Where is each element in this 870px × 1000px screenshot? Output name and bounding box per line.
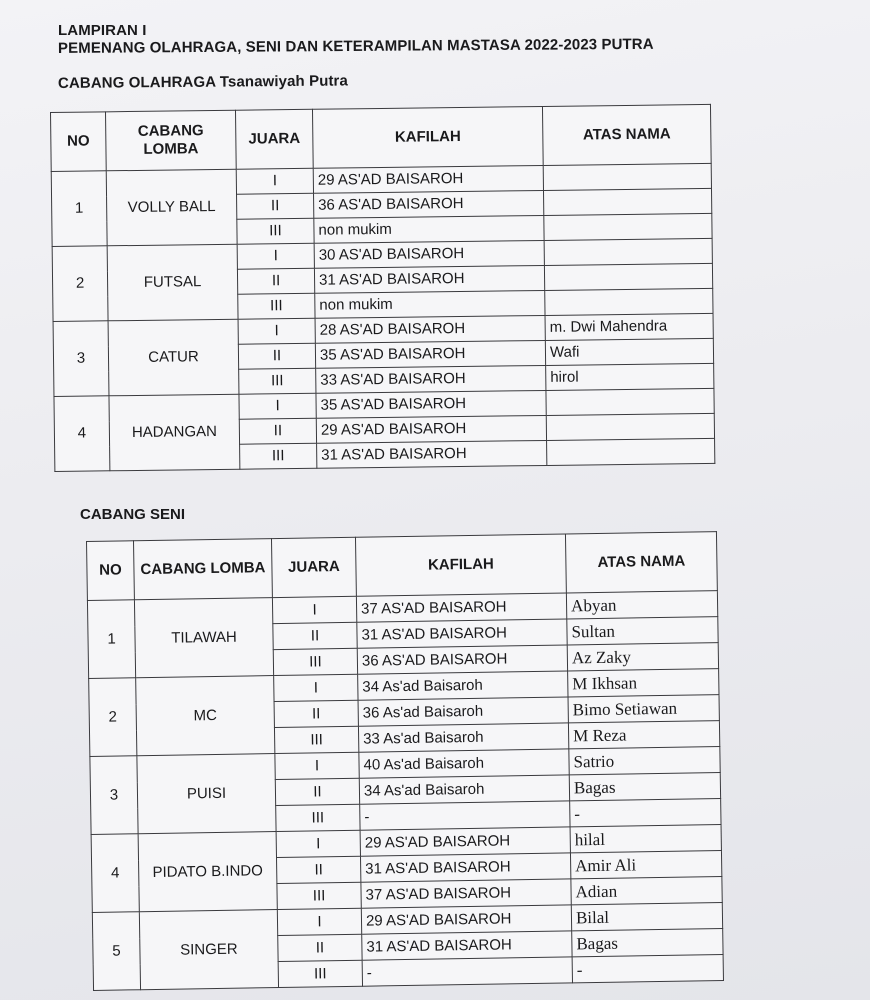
atas-nama-cell [543, 163, 711, 190]
kafilah-cell: 33 As'ad Baisaroh [358, 723, 568, 752]
olahraga-winners-table [50, 104, 715, 472]
kafilah-cell: non mukim [314, 215, 544, 243]
row-number: 2 [89, 678, 137, 757]
document-heading-lampiran: LAMPIRAN I [58, 22, 147, 39]
atas-nama-cell: Bilal [571, 903, 722, 931]
table-header-row [87, 532, 718, 601]
atas-nama-cell: Abyan [566, 591, 717, 619]
atas-nama-cell: Sultan [567, 617, 718, 645]
cabang-lomba-cell: FUTSAL [107, 244, 238, 321]
table-header-row [51, 104, 712, 171]
atas-nama-cell: - [570, 799, 721, 827]
kafilah-cell: 29 AS'AD BAISAROH [316, 415, 546, 443]
atas-nama-cell: Satrio [569, 747, 720, 775]
kafilah-cell: 29 AS'AD BAISAROH [313, 165, 543, 193]
atas-nama-cell: m. Dwi Mahendra [545, 313, 713, 340]
juara-cell: II [237, 193, 314, 219]
atas-nama-cell: hilal [570, 825, 721, 853]
atas-nama-cell: Bimo Setiawan [568, 695, 719, 723]
cabang-lomba-cell: TILAWAH [134, 598, 273, 678]
kafilah-cell: 35 AS'AD BAISAROH [315, 340, 545, 368]
juara-cell: I [237, 243, 314, 269]
atas-nama-cell: Bagas [569, 773, 720, 801]
kafilah-cell: 31 AS'AD BAISAROH [357, 619, 567, 648]
kafilah-cell: 28 AS'AD BAISAROH [315, 315, 545, 343]
kafilah-cell: 31 AS'AD BAISAROH [317, 440, 547, 468]
kafilah-cell: - [360, 801, 570, 830]
atas-nama-cell: hirol [546, 363, 714, 390]
column-header-kafilah: KAFILAH [355, 534, 566, 596]
column-header-cabang: CABANG LOMBA [134, 539, 273, 600]
kafilah-cell: 31 AS'AD BAISAROH [362, 931, 572, 960]
column-header-no: NO [51, 112, 107, 172]
juara-cell: I [277, 908, 361, 935]
atas-nama-cell: Wafi [545, 338, 713, 365]
atas-nama-cell: Az Zaky [567, 643, 718, 671]
atas-nama-cell [544, 238, 712, 265]
row-number: 3 [53, 321, 109, 397]
juara-cell: III [239, 368, 316, 394]
juara-cell: II [238, 343, 315, 369]
kafilah-cell: 34 As'ad Baisaroh [358, 671, 568, 700]
cabang-lomba-cell: HADANGAN [109, 394, 240, 471]
atas-nama-cell: Adian [571, 877, 722, 905]
kafilah-cell: 29 AS'AD BAISAROH [360, 827, 570, 856]
row-number: 3 [90, 756, 138, 835]
atas-nama-cell [546, 388, 714, 415]
juara-cell: III [238, 293, 315, 319]
kafilah-cell: non mukim [315, 290, 545, 318]
kafilah-cell: 35 AS'AD BAISAROH [316, 390, 546, 418]
row-number: 1 [87, 600, 135, 679]
section-title-seni: CABANG SENI [80, 506, 186, 523]
atas-nama-cell [546, 413, 714, 440]
row-number: 5 [92, 912, 140, 991]
cabang-lomba-cell: VOLLY BALL [106, 169, 237, 246]
kafilah-cell: 34 As'ad Baisaroh [359, 775, 569, 804]
juara-cell: III [240, 443, 317, 469]
kafilah-cell: 36 AS'AD BAISAROH [314, 190, 544, 218]
atas-nama-cell [543, 188, 711, 215]
juara-cell: I [276, 830, 360, 857]
juara-cell: I [274, 674, 358, 701]
kafilah-cell: - [362, 957, 572, 986]
atas-nama-cell [547, 438, 715, 465]
column-header-atas-nama: ATAS NAMA [565, 532, 717, 593]
juara-cell: III [237, 218, 314, 244]
juara-cell: III [278, 960, 362, 987]
juara-cell: III [276, 804, 360, 831]
juara-cell: II [273, 622, 357, 649]
kafilah-cell: 30 AS'AD BAISAROH [314, 240, 544, 268]
column-header-cabang: CABANG LOMBA [106, 110, 237, 171]
juara-cell: II [274, 700, 358, 727]
kafilah-cell: 37 AS'AD BAISAROH [356, 593, 566, 622]
juara-cell: II [237, 268, 314, 294]
kafilah-cell: 33 AS'AD BAISAROH [316, 365, 546, 393]
atas-nama-cell [544, 213, 712, 240]
juara-cell: II [239, 418, 316, 444]
atas-nama-cell: Amir Ali [570, 851, 721, 879]
cabang-lomba-cell: PIDATO B.INDO [138, 832, 277, 912]
atas-nama-cell: - [572, 955, 723, 983]
column-header-juara: JUARA [235, 109, 313, 169]
cabang-lomba-cell: SINGER [139, 910, 278, 990]
kafilah-cell: 36 AS'AD BAISAROH [357, 645, 567, 674]
juara-cell: II [275, 778, 359, 805]
juara-cell: III [273, 648, 357, 675]
cabang-lomba-cell: CATUR [108, 319, 239, 396]
column-header-atas-nama: ATAS NAMA [542, 104, 711, 165]
document-title: PEMENANG OLAHRAGA, SENI DAN KETERAMPILAN MASTASA 2022-2023 PUTRA [57, 35, 654, 57]
kafilah-cell: 37 AS'AD BAISAROH [361, 879, 571, 908]
atas-nama-cell: Bagas [572, 929, 723, 957]
juara-cell: I [275, 752, 359, 779]
juara-cell: I [236, 168, 313, 194]
atas-nama-cell [545, 288, 713, 315]
row-number: 4 [91, 834, 139, 913]
seni-winners-table [86, 531, 724, 991]
row-number: 2 [52, 246, 108, 322]
juara-cell: II [278, 934, 362, 961]
column-header-kafilah: KAFILAH [312, 106, 543, 168]
row-number: 4 [54, 396, 110, 472]
row-number: 1 [51, 171, 107, 247]
kafilah-cell: 31 AS'AD BAISAROH [360, 853, 570, 882]
juara-cell: III [274, 726, 358, 753]
kafilah-cell: 36 As'ad Baisaroh [358, 697, 568, 726]
atas-nama-cell: M Ikhsan [568, 669, 719, 697]
juara-cell: I [272, 596, 356, 623]
juara-cell: I [238, 318, 315, 344]
section-title-olahraga: CABANG OLAHRAGA Tsanawiyah Putra [57, 72, 348, 92]
juara-cell: III [277, 882, 361, 909]
juara-cell: II [276, 856, 360, 883]
column-header-no: NO [87, 541, 135, 601]
kafilah-cell: 40 As'ad Baisaroh [359, 749, 569, 778]
juara-cell: I [239, 393, 316, 419]
kafilah-cell: 29 AS'AD BAISAROH [361, 905, 571, 934]
cabang-lomba-cell: MC [136, 676, 275, 756]
atas-nama-cell: M Reza [568, 721, 719, 749]
column-header-juara: JUARA [271, 537, 356, 597]
atas-nama-cell [544, 263, 712, 290]
cabang-lomba-cell: PUISI [137, 754, 276, 834]
kafilah-cell: 31 AS'AD BAISAROH [314, 265, 544, 293]
